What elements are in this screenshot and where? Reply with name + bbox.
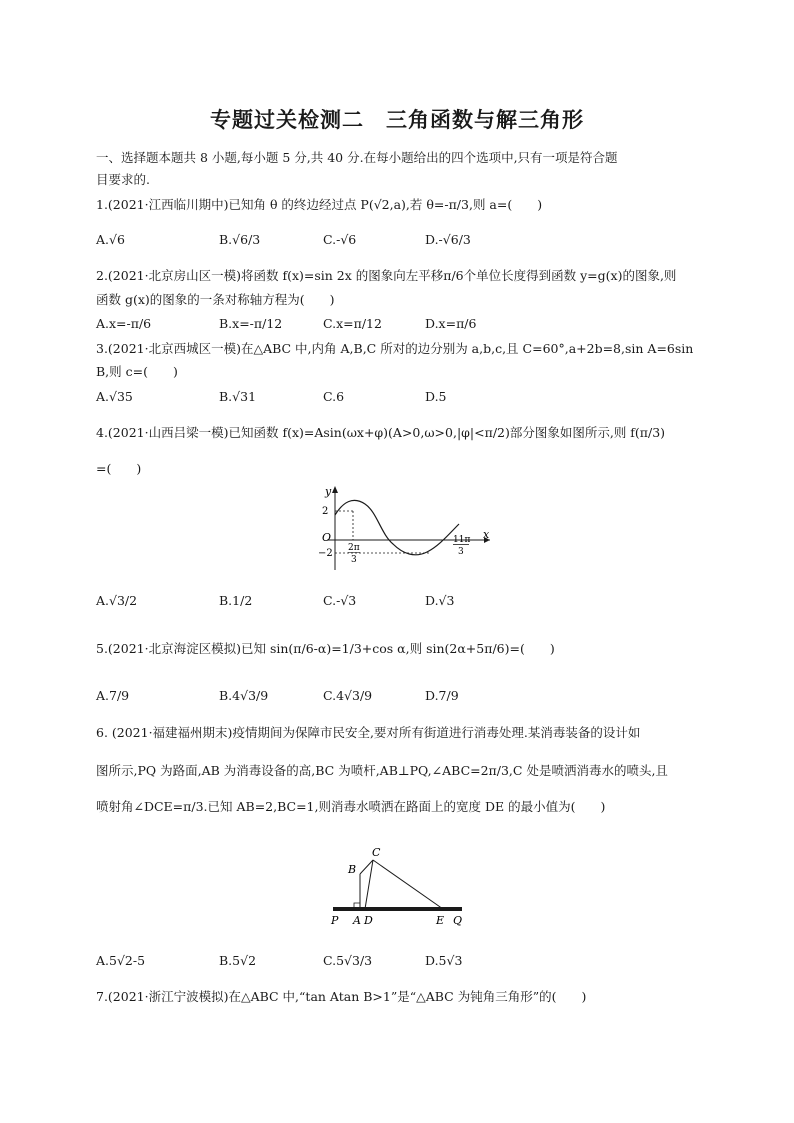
q5-option-d: D.7/9 [425, 688, 459, 703]
question-2-line-2: 函数 g(x)的图象的一条对称轴方程为( ) [96, 292, 335, 307]
x-tick-2pi-3-den: 3 [351, 555, 357, 565]
q2-option-c: C.x=π/12 [323, 316, 382, 331]
q1-option-c: C.-√6 [323, 232, 357, 247]
q2-option-a: A.x=-π/6 [96, 316, 152, 331]
question-2-line-1: 2.(2021·北京房山区一模)将函数 f(x)=sin 2x 的图象向左平移π/6个单位长度得到函数 y=g(x)的图象,则 [96, 268, 677, 283]
q1-option-d: D.-√6/3 [425, 232, 471, 247]
y-tick-2: 2 [322, 506, 329, 517]
label-d: D [364, 914, 373, 927]
question-4-line-1: 4.(2021·山西吕梁一模)已知函数 f(x)=Asin(ωx+φ)(A>0,ω>0,|φ|<π/2)部分图象如图所示,则 f(π/3) [96, 425, 666, 440]
q3-option-b: B.√31 [219, 389, 257, 404]
q1-option-b: B.√6/3 [219, 232, 261, 247]
question-4-line-2: =( ) [96, 461, 142, 476]
q6-option-d: D.5√3 [425, 953, 463, 968]
label-c: C [372, 846, 381, 859]
question-6-line-1: 6. (2021·福建福州期末)疫情期间为保障市民安全,要对所有街道进行消毒处理.某消毒装备的设计如 [96, 725, 641, 740]
q3-option-a: A.√35 [96, 389, 133, 404]
q3-option-d: D.5 [425, 389, 447, 404]
section-heading-line-2: 目要求的. [96, 172, 150, 187]
page-title: 专题过关检测二 三角函数与解三角形 [210, 108, 584, 132]
label-q: Q [453, 914, 463, 927]
q4-option-b: B.1/2 [219, 593, 253, 608]
q5-option-c: C.4√3/9 [323, 688, 373, 703]
y-tick-minus-2: −2 [318, 548, 333, 559]
q1-option-a: A.√6 [96, 232, 125, 247]
label-b: B [348, 863, 357, 876]
sprayer-figure [325, 842, 470, 932]
question-3-line-2: B,则 c=( ) [96, 364, 178, 379]
x-tick-11pi-3-den: 3 [458, 547, 464, 557]
x-tick-11pi-3-num: 11π [453, 535, 471, 545]
q2-option-d: D.x=π/6 [425, 316, 477, 331]
question-7-text: 7.(2021·浙江宁波模拟)在△ABC 中,“tan Atan B>1”是“△ABC 为钝角三角形”的( ) [96, 989, 587, 1004]
x-axis-label: x [483, 528, 490, 541]
label-p: P [331, 914, 339, 927]
question-6-line-2: 图所示,PQ 为路面,AB 为消毒设备的高,BC 为喷杆,AB⊥PQ,∠ABC=2π/3,C 处是喷洒消毒水的喷头,且 [96, 763, 668, 778]
x-tick-2pi-3-num: 2π [348, 543, 360, 553]
question-6-line-3: 喷射角∠DCE=π/3.已知 AB=2,BC=1,则消毒水喷洒在路面上的宽度 DE 的最小值为( ) [96, 799, 606, 814]
q6-option-b: B.5√2 [219, 953, 257, 968]
question-1-text: 1.(2021·江西临川期中)已知角 θ 的终边经过点 P(√2,a),若 θ=-π/3,则 a=( ) [96, 197, 543, 212]
q6-option-a: A.5√2-5 [96, 953, 146, 968]
question-5-text: 5.(2021·北京海淀区模拟)已知 sin(π/6-α)=1/3+cos α,则 sin(2α+5π/6)=( ) [96, 641, 555, 656]
label-e: E [436, 914, 445, 927]
q5-option-b: B.4√3/9 [219, 688, 269, 703]
q4-option-c: C.-√3 [323, 593, 357, 608]
q6-option-c: C.5√3/3 [323, 953, 373, 968]
question-3-line-1: 3.(2021·北京西城区一模)在△ABC 中,内角 A,B,C 所对的边分别为 a,b,c,且 C=60°,a+2b=8,sin A=6sin [96, 341, 694, 356]
label-a: A [353, 914, 361, 927]
q2-option-b: B.x=-π/12 [219, 316, 283, 331]
q4-option-d: D.√3 [425, 593, 455, 608]
q5-option-a: A.7/9 [96, 688, 130, 703]
q4-option-a: A.√3/2 [96, 593, 138, 608]
section-heading-line-1: 一、选择题本题共 8 小题,每小题 5 分,共 40 分.在每小题给出的四个选项中,只有一项是符合题 [96, 150, 618, 165]
spray-line-ce [373, 860, 443, 909]
q3-option-c: C.6 [323, 389, 345, 404]
origin-label: O [322, 531, 332, 544]
y-axis-label: y [325, 485, 332, 498]
sine-graph-figure [305, 482, 495, 574]
y-axis-arrow [332, 486, 338, 493]
